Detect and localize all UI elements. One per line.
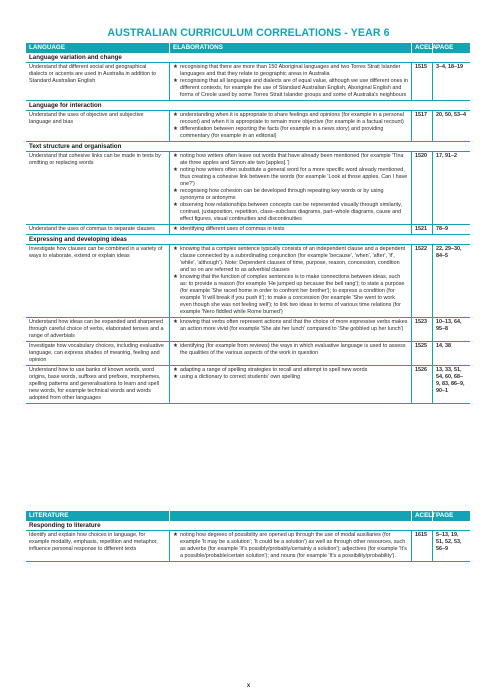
elaborations-cell	[169, 225, 411, 234]
header-acela: ACELA	[411, 43, 432, 53]
page-refs: 17, 91–2	[432, 152, 470, 224]
content-description: Understand that cohesive links can be made in texts by omitting or replacing words	[29, 153, 161, 166]
star-bullet-icon: ★	[173, 274, 178, 280]
curriculum-code: 1520	[411, 152, 432, 224]
header-page: PAGE	[432, 511, 470, 521]
star-bullet-icon: ★	[173, 167, 178, 173]
header-language: LANGUAGE	[29, 44, 66, 51]
section-title: Expressing and developing ideas	[26, 235, 470, 245]
header-literature: LITERATURE	[29, 512, 69, 519]
content-description: Understand the uses of objective and subjective language and bias	[29, 112, 144, 125]
star-bullet-icon: ★	[173, 532, 178, 538]
language-table	[26, 43, 470, 404]
curriculum-code: 1526	[411, 366, 432, 403]
curriculum-code: 1523	[411, 318, 432, 341]
elaborations-cell	[169, 63, 411, 100]
content-description: Identify and explain how choices in language, for example modality, emphasis, repetition and metaphor, influence personal response to different texts	[29, 532, 158, 552]
table-row	[26, 245, 470, 318]
star-bullet-icon: ★	[173, 343, 178, 349]
header-blank	[169, 511, 411, 521]
content-description: Understand the uses of commas to separate clauses	[29, 226, 155, 232]
elaborations-cell	[169, 342, 411, 365]
elaboration-item: ★ differentiation between reporting the facts (for example in a news story) and providing commentary (for example in an editorial)	[173, 126, 384, 139]
elaboration-item: ★ identifying different uses of commas in texts	[173, 226, 285, 232]
table-row	[26, 225, 470, 235]
table-row	[26, 318, 470, 342]
star-bullet-icon: ★	[173, 246, 178, 252]
elaborations-cell	[169, 245, 411, 317]
header-acelt: ACELT	[411, 511, 432, 521]
page-refs: 78–9	[432, 225, 470, 234]
literature-table-header	[26, 511, 470, 521]
table-row	[26, 366, 470, 404]
star-bullet-icon: ★	[173, 126, 178, 132]
curriculum-code: 1615	[411, 531, 432, 561]
star-bullet-icon: ★	[173, 202, 178, 208]
table-row	[26, 342, 470, 366]
page-refs: 3–4, 18–19	[432, 63, 470, 100]
page-number: x	[246, 683, 251, 689]
elaboration-item: ★ understanding when it is appropriate to share feelings and opinions (for example in a personal recount) and when it is appropriate to remain more objective (for example in a factual recount)	[173, 112, 404, 125]
star-bullet-icon: ★	[173, 64, 178, 70]
elaboration-item: ★ identifying (for example from reviews) the ways in which evaluative language is used to assess the qualities of the various aspects of the work in question	[173, 343, 406, 356]
elaboration-item: ★ noting how degrees of possibility are opened up through the use of modal auxiliaries (for example 'It may be a solution'; 'It could be a solution') as well as through other resources, such as adverbs (for example 'It's possibly/probably/certainly a solution'); adjectives (for example 'It's a possible/probable/certain solution'); and nouns (for example 'It's a possibility/probability').	[173, 532, 407, 559]
page-refs: 5–13, 19, 51, 52, 53, 56–9	[432, 531, 470, 561]
elaboration-item: ★ noting how writers often substitute a general word for a more specific word already mentioned, thus creating a cohesive link between the words (for example 'Look at those apples. Can I have one?')	[173, 167, 408, 187]
elaborations-cell	[169, 318, 411, 341]
curriculum-code: 1515	[411, 63, 432, 100]
section-title: Language for interaction	[26, 101, 470, 111]
star-bullet-icon: ★	[173, 188, 178, 194]
elaboration-item: ★ knowing that verbs often represent actions and that the choice of more expressive verbs makes an action more vivid (for example 'She ate her lunch' compared to 'She gobbled up her lunch')	[173, 319, 408, 332]
section-title: Language variation and change	[26, 53, 470, 63]
elaboration-item: ★ knowing that a complex sentence typically consists of an independent clause and a dependent clause connected by a subordinating conjunction (for example 'because', 'when', 'after', 'if', 'while', 'although'). Note: Dependent clauses of time, purpose, reason, concession, condition and so on are referred to as adverbial clauses	[173, 246, 406, 273]
page-refs: 10–13, 64, 95–8	[432, 318, 470, 341]
language-table-header	[26, 43, 470, 53]
content-description: Investigate how clauses can be combined in a variety of ways to elaborate, extend or explain ideas	[29, 246, 163, 259]
page-refs: 13, 33, 51, 54, 60, 68–9, 83, 86–9, 90–1	[432, 366, 470, 403]
content-description: Understand that different social and geographical dialects or accents are used in Australia in addition to Standard Australian English	[29, 64, 157, 84]
table-row	[26, 152, 470, 225]
content-description: Understand how to use banks of known words, word origins, base words, suffixes and prefixes, morphemes, spelling patterns and generalisations to learn and spell new words, for example technical words and words adopted from other languages	[29, 367, 161, 401]
elaboration-item: ★ observing how relationships between concepts can be represented visually through similarity, contrast, juxtaposition, repetition, class–subclass diagrams, part–whole diagrams, cause and effect figures, visual continuities and discontinuities	[173, 202, 402, 222]
elaborations-cell	[169, 152, 411, 224]
table-row	[26, 111, 470, 142]
curriculum-code: 1521	[411, 225, 432, 234]
curriculum-code: 1525	[411, 342, 432, 365]
section-title: Text structure and organisation	[26, 142, 470, 152]
literature-table	[26, 511, 470, 562]
elaborations-cell	[169, 111, 411, 141]
header-page: PAGE	[432, 43, 470, 53]
elaboration-item: ★ using a dictionary to correct students' own spelling	[173, 374, 300, 380]
elaboration-item: ★ recognising that all languages and dialects are of equal value, although we use different ones in different contexts, for example the use of Standard Australian English, Aboriginal English and forms of Creole used by some Torres Strait Islander groups and some of Australia's neighbours	[173, 78, 408, 98]
section-title: Responding to literature	[26, 521, 470, 531]
elaboration-item: ★ recognising how cohesion can be developed through repeating key words or by using synonyms or antonyms	[173, 188, 384, 201]
elaborations-cell	[169, 531, 411, 561]
curriculum-code: 1517	[411, 111, 432, 141]
table-row	[26, 63, 470, 101]
header-elaborations: ELABORATIONS	[169, 43, 411, 53]
star-bullet-icon: ★	[173, 78, 178, 84]
star-bullet-icon: ★	[173, 374, 178, 380]
star-bullet-icon: ★	[173, 367, 178, 373]
elaboration-item: ★ noting how writers often leave out words that have already been mentioned (for example 'Tina ate three apples and Simon ate two [apples].')	[173, 153, 404, 166]
star-bullet-icon: ★	[173, 226, 178, 232]
curriculum-code: 1522	[411, 245, 432, 317]
elaboration-item: ★ knowing that the function of complex sentences is to make connections between ideas, such as: to provide a reason (for example 'He jumped up because the bell rang'); to state a purpose (for example 'She raced home in order to confront her brother'); to express a condition (for example 'It will break if you push it'); to make a concession (for example 'She went to work even though she was not feeling well'); to link two ideas in terms of various time relations (for example 'Nero fiddled while Rome burned')	[173, 274, 405, 315]
page-refs: 20, 50, 53–4	[432, 111, 470, 141]
page-title: AUSTRALIAN CURRICULUM CORRELATIONS - YEAR 6	[107, 27, 390, 39]
content-description: Investigate how vocabulary choices, including evaluative language, can express shades of meaning, feeling and opinion	[29, 343, 164, 363]
page-refs: 22, 29–30, 84–5	[432, 245, 470, 317]
page-refs: 14, 38	[432, 342, 470, 365]
star-bullet-icon: ★	[173, 112, 178, 118]
content-description: Understand how ideas can be expanded and sharpened through careful choice of verbs, elaborated tenses and a range of adverbials	[29, 319, 164, 339]
star-bullet-icon: ★	[173, 153, 178, 159]
elaboration-item: ★ adapting a range of spelling strategies to recall and attempt to spell new words	[173, 367, 368, 373]
star-bullet-icon: ★	[173, 319, 178, 325]
elaborations-cell	[169, 366, 411, 403]
table-row	[26, 531, 470, 562]
elaboration-item: ★ recognising that there are more than 150 Aboriginal languages and two Torres Strait Islander languages and that they relate to geographic areas in Australia	[173, 64, 401, 77]
